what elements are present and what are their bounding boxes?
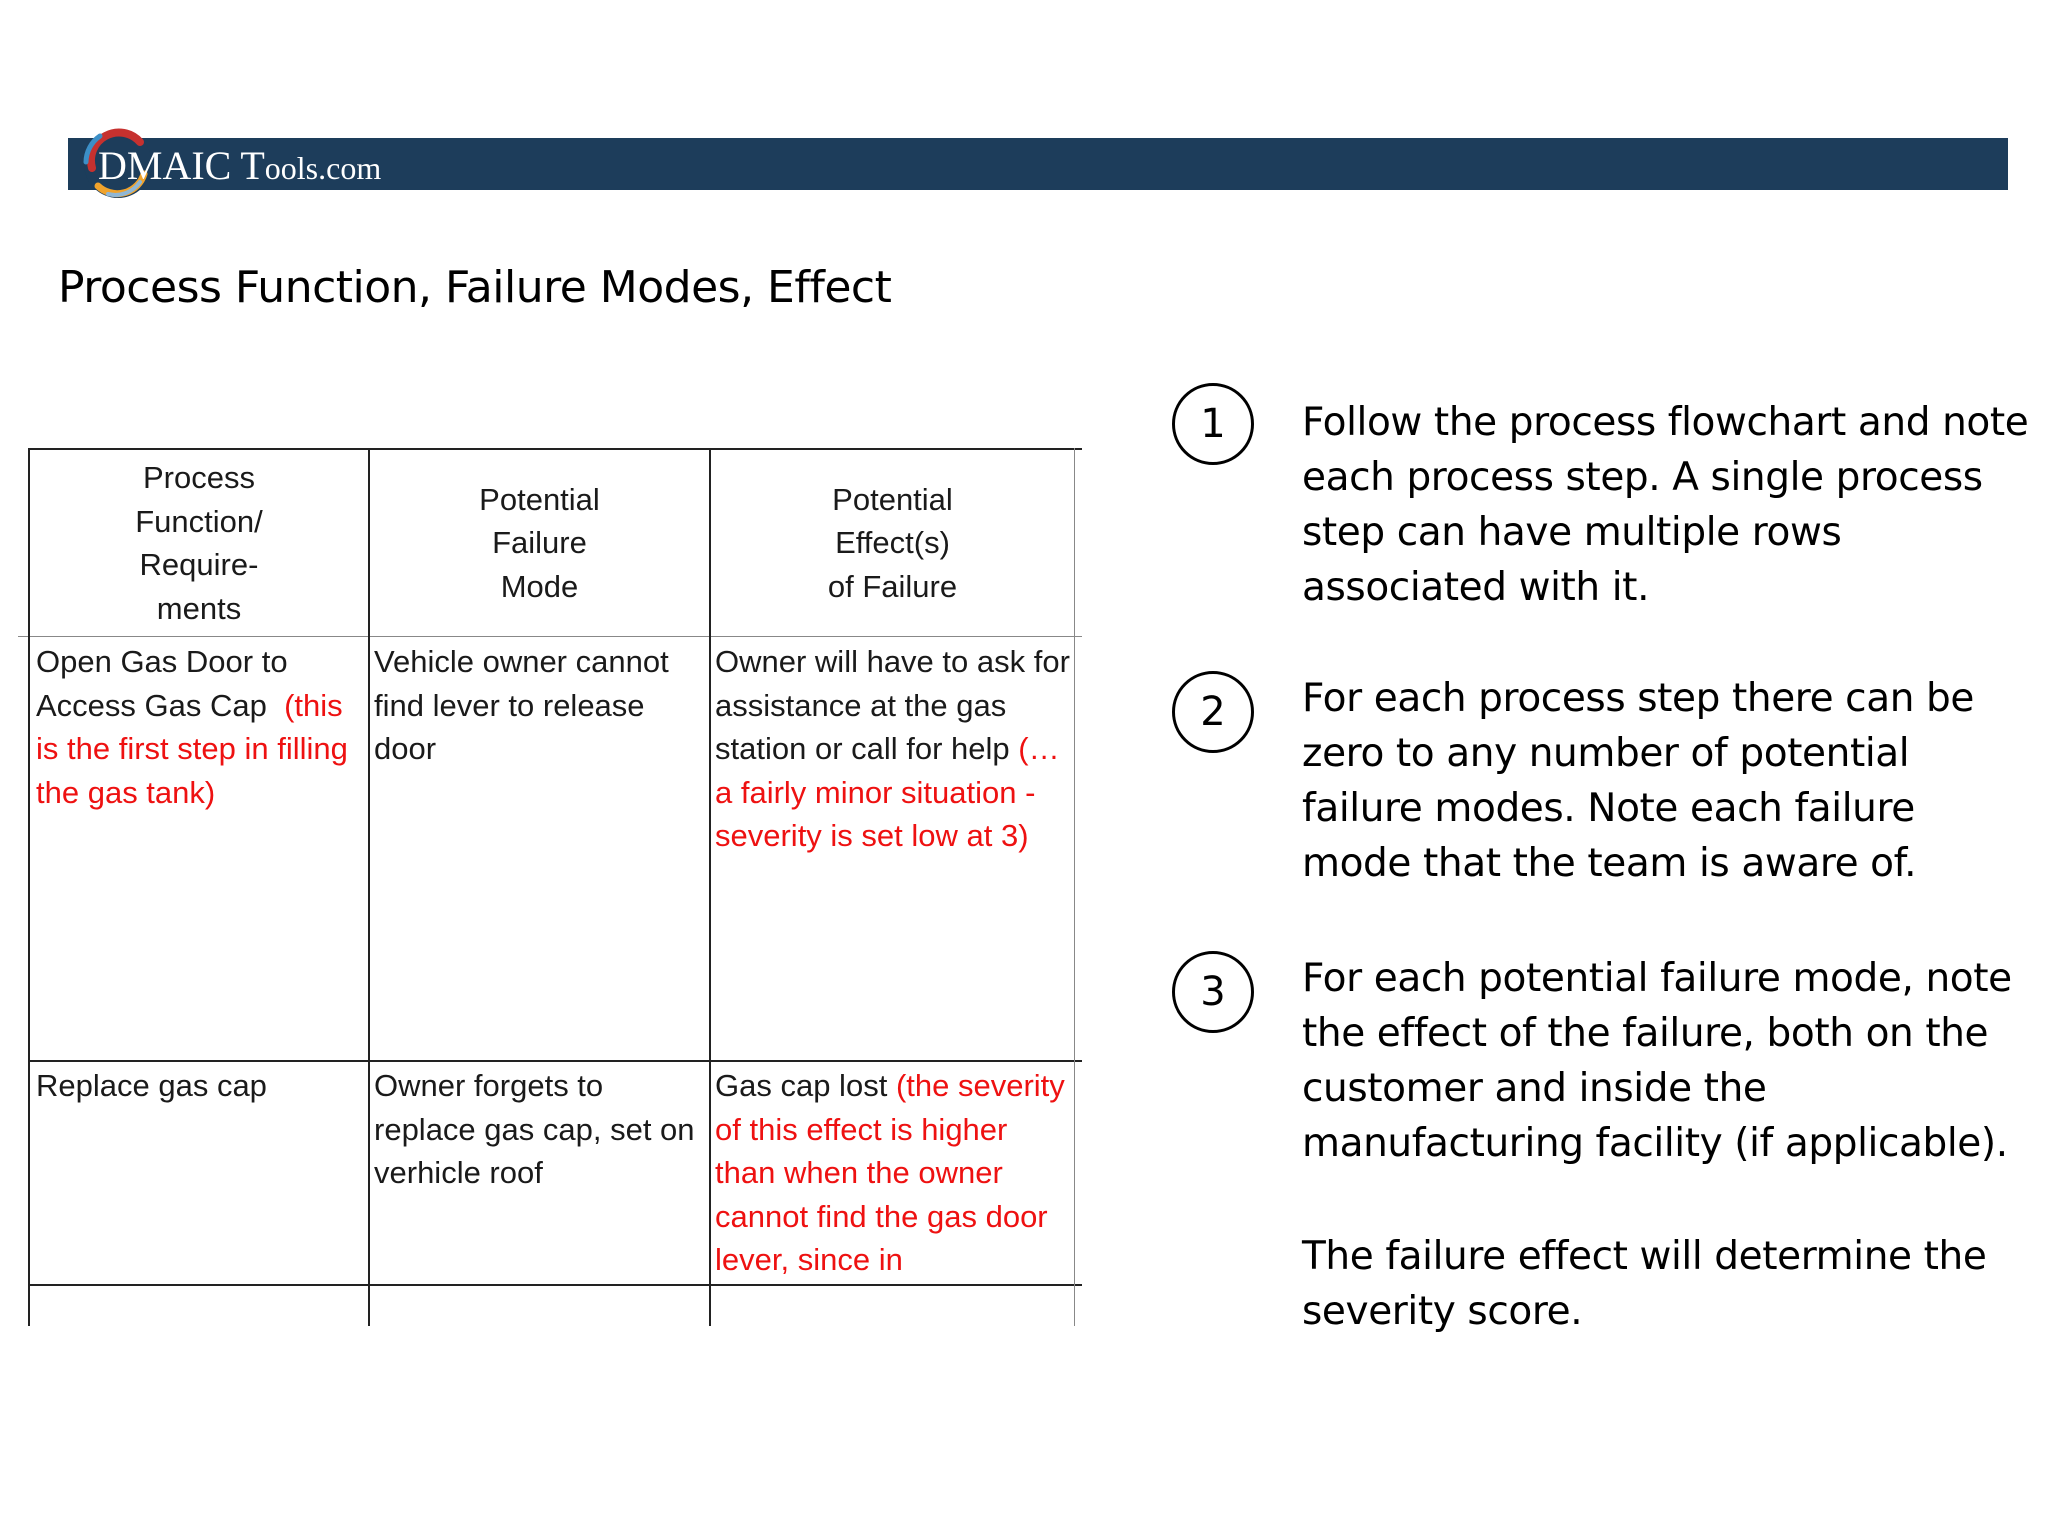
header-line: Function/ — [135, 503, 263, 539]
table-row-divider — [28, 1284, 1082, 1286]
step-text: For each process step there can be zero to any number of potential failure modes. Note each failure mode that the team is aware of. — [1302, 676, 1974, 886]
header-line: of Failure — [827, 568, 958, 604]
step-1 — [1172, 383, 2032, 623]
step-number-badge: 2 — [1172, 671, 1254, 753]
effect-note: (the severity of this effect is higher than when the owner cannot find the gas door lever, since in — [715, 1068, 1065, 1277]
effect-text: Gas cap lost — [715, 1068, 888, 1103]
step-text: For each potential failure mode, note the effect of the failure, both on the customer and inside the manufacturing facility (if applicable). — [1302, 956, 2012, 1166]
function-note: (this is the first step in filling the gas tank) — [36, 687, 348, 810]
step-text: Follow the process flowchart and note each process step. A single process step can have multiple rows associated with it. — [1302, 400, 2029, 610]
header-line: Require- — [139, 547, 259, 582]
column-header-effect — [711, 450, 1074, 636]
fmea-table — [28, 448, 1082, 1326]
logo-text[interactable]: DMAIC Tools.com — [98, 143, 382, 188]
table-cell-effect — [715, 1064, 1075, 1284]
header-line: ments — [156, 590, 242, 626]
header-line: Potential — [832, 481, 953, 517]
table-header-divider — [18, 636, 1082, 637]
table-cell-function — [36, 1064, 366, 1108]
table-cell-failure-mode — [374, 640, 708, 771]
effect-note: (…a fairly minor situation - severity is set low at 3) — [715, 731, 1060, 853]
header-line: Process — [143, 460, 255, 495]
table-cell-effect — [715, 640, 1075, 858]
table-cell-function — [36, 640, 366, 814]
failure-mode-text: Vehicle owner cannot find lever to release door — [374, 644, 669, 766]
step-number-badge: 1 — [1172, 383, 1254, 465]
header-line: Potential — [479, 481, 600, 517]
step-3 — [1172, 951, 2032, 1351]
function-text: Open Gas Door to Access Gas Cap — [36, 644, 288, 723]
step-text: The failure effect will determine the severity score. — [1302, 1234, 1987, 1334]
page-title: Process Function, Failure Modes, Effect — [58, 262, 892, 313]
effect-text: Owner will have to ask for assistance at the gas station or call for help — [715, 644, 1070, 766]
table-row-divider — [28, 1060, 1082, 1062]
function-text: Replace gas cap — [36, 1068, 267, 1103]
column-header-failure-mode — [370, 450, 709, 636]
header-line: Effect(s) — [835, 525, 950, 561]
step-number-badge: 3 — [1172, 951, 1254, 1033]
column-header-function — [30, 450, 368, 636]
failure-mode-text: Owner forgets to replace gas cap, set on verhicle roof — [374, 1068, 695, 1190]
table-cell-failure-mode — [374, 1064, 708, 1195]
header-line: Mode — [500, 568, 579, 604]
header-line: Failure — [492, 525, 587, 561]
step-2 — [1172, 671, 2032, 911]
